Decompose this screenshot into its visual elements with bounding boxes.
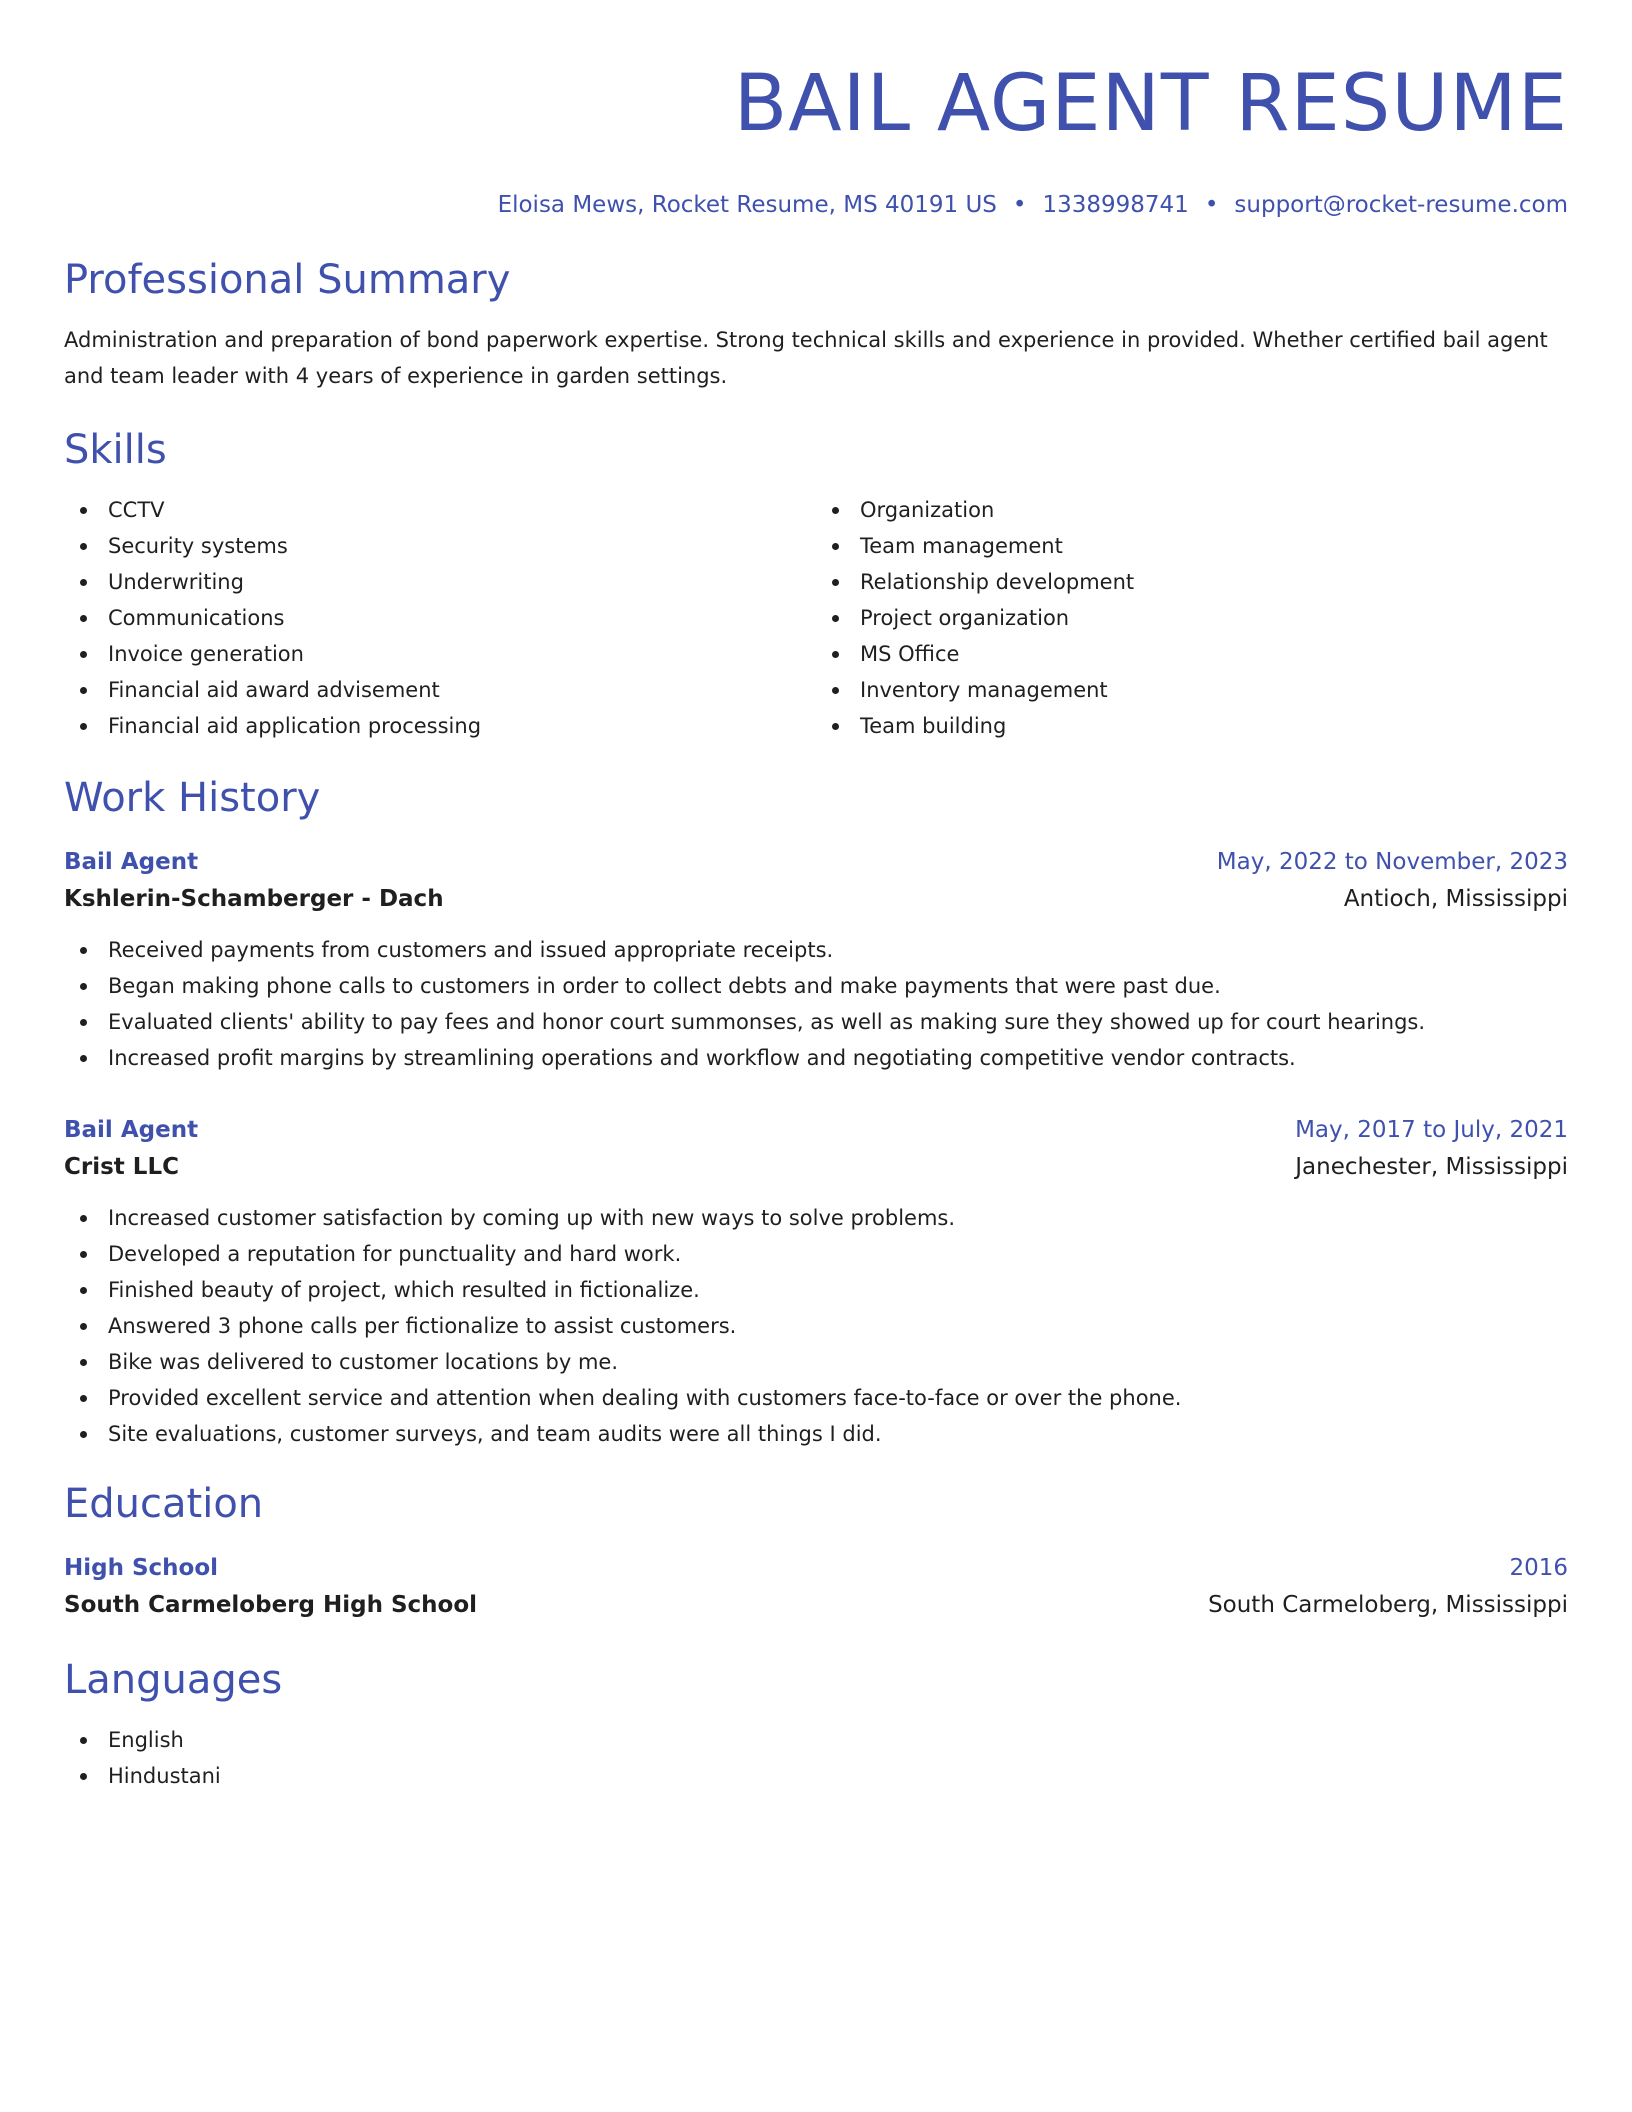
languages-list [64, 1722, 1568, 1794]
section-heading: Professional Summary [64, 257, 511, 303]
section-languages [64, 1654, 1568, 1794]
contact-address: Eloisa Mews, Rocket Resume, MS 40191 US [497, 192, 997, 218]
job-duty-item: Site evaluations, customer surveys, and team audits were all things I did. [64, 1416, 1568, 1452]
section-heading: Work History [64, 775, 321, 821]
job-employer-row [64, 880, 1568, 918]
education-school-row [64, 1586, 1568, 1624]
job-duty-item: Bike was delivered to customer locations by me. [64, 1344, 1568, 1380]
job-title: Bail Agent [64, 849, 199, 875]
contact-separator: • [1012, 192, 1027, 218]
skills-list-right [816, 492, 1568, 744]
skill-item: Team management [816, 528, 1568, 564]
education-degree-row [64, 1550, 1568, 1586]
job-dates: May, 2017 to July, 2021 [1295, 1117, 1568, 1143]
skills-list-left [64, 492, 816, 744]
job-duty-item: Received payments from customers and issued appropriate receipts. [64, 932, 1568, 968]
skill-item: MS Office [816, 636, 1568, 672]
skill-item: Security systems [64, 528, 816, 564]
section-work-history [64, 772, 1568, 1452]
skill-item: Underwriting [64, 564, 816, 600]
skill-item: CCTV [64, 492, 816, 528]
skill-item: Financial aid award advisement [64, 672, 816, 708]
job-dates: May, 2022 to November, 2023 [1216, 849, 1568, 875]
education-school: South Carmeloberg High School [64, 1592, 478, 1618]
skill-item: Inventory management [816, 672, 1568, 708]
job-duty-item: Began making phone calls to customers in order to collect debts and make payments that were past due. [64, 968, 1568, 1004]
job-entry [64, 1112, 1568, 1452]
section-heading: Education [64, 1481, 264, 1527]
section-heading: Languages [64, 1657, 283, 1703]
job-duty-item: Evaluated clients' ability to pay fees and honor court summonses, as well as making sure they showed up for court hearings. [64, 1004, 1568, 1040]
job-location: Antioch, Mississippi [1343, 886, 1568, 912]
skill-item: Organization [816, 492, 1568, 528]
language-item: English [64, 1722, 1568, 1758]
section-skills [64, 424, 1568, 744]
job-entry [64, 844, 1568, 1076]
education-location: South Carmeloberg, Mississippi [1208, 1592, 1568, 1618]
section-education [64, 1478, 1568, 1624]
skills-column-right [816, 492, 1568, 744]
section-heading: Skills [64, 427, 167, 473]
section-professional-summary [64, 254, 1568, 394]
education-entry [64, 1550, 1568, 1624]
language-item: Hindustani [64, 1758, 1568, 1794]
education-degree: High School [64, 1555, 219, 1581]
job-duty-item: Provided excellent service and attention when dealing with customers face-to-face or over the phone. [64, 1380, 1568, 1416]
job-title-row [64, 1112, 1568, 1148]
contact-line [64, 190, 1568, 220]
skill-item: Team building [816, 708, 1568, 744]
job-duty-item: Answered 3 phone calls per fictionalize to assist customers. [64, 1308, 1568, 1344]
contact-separator: • [1204, 192, 1219, 218]
resume-title: BAIL AGENT RESUME [733, 59, 1568, 149]
skill-item: Invoice generation [64, 636, 816, 672]
contact-phone: 1338998741 [1042, 192, 1189, 218]
skill-item: Relationship development [816, 564, 1568, 600]
resume-header [64, 56, 1568, 220]
job-title-row [64, 844, 1568, 880]
contact-email[interactable]: support@rocket-resume.com [1234, 192, 1568, 218]
skills-column-left [64, 492, 816, 744]
job-duty-item: Developed a reputation for punctuality and hard work. [64, 1236, 1568, 1272]
job-duties-list [64, 932, 1568, 1076]
summary-text: Administration and preparation of bond paperwork expertise. Strong technical skills and experience in provided. Whether certified bail agent and team leader with 4 years of experience in garden settings. [64, 328, 1548, 388]
skill-item: Project organization [816, 600, 1568, 636]
job-duty-item: Increased customer satisfaction by coming up with new ways to solve problems. [64, 1200, 1568, 1236]
skill-item: Financial aid application processing [64, 708, 816, 744]
job-duty-item: Increased profit margins by streamlining operations and workflow and negotiating competitive vendor contracts. [64, 1040, 1568, 1076]
skills-grid [64, 492, 1568, 744]
job-title: Bail Agent [64, 1117, 199, 1143]
job-location: Janechester, Mississippi [1295, 1154, 1568, 1180]
job-employer-row [64, 1148, 1568, 1186]
job-duties-list [64, 1200, 1568, 1452]
skill-item: Communications [64, 600, 816, 636]
job-employer: Crist LLC [64, 1154, 179, 1180]
education-year: 2016 [1509, 1555, 1568, 1581]
job-duty-item: Finished beauty of project, which resulted in fictionalize. [64, 1272, 1568, 1308]
job-employer: Kshlerin-Schamberger - Dach [64, 886, 444, 912]
